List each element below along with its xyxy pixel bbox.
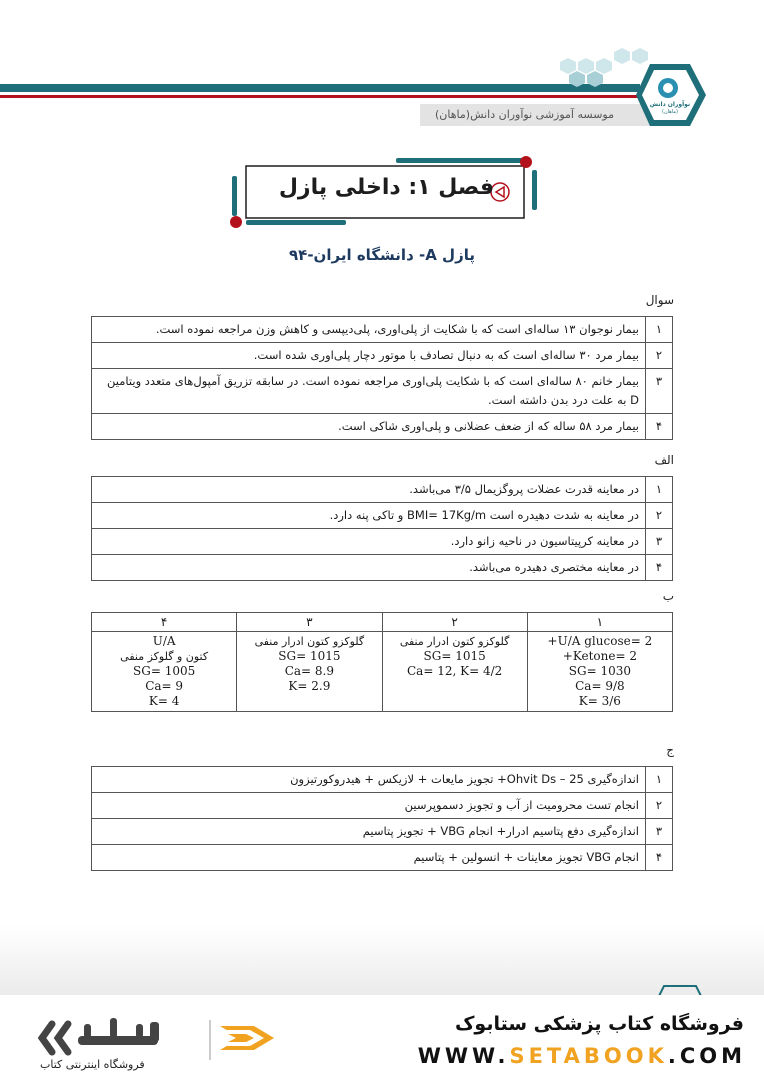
questions-label: سوال — [645, 293, 674, 307]
table-row: ۱ در معاینه قدرت عضلات پروگزیمال ۳/۵ می‌باشد. — [92, 477, 673, 503]
footer-title: فروشگاه کتاب پزشکی ستابوک — [454, 1013, 744, 1035]
institute-name: موسسه آموزشی نوآوران دانش(ماهان) — [435, 108, 614, 121]
table-row: ۴ انجام VBG تجویز معاینات + انسولین + پتاسیم — [92, 845, 673, 871]
setabook-logo — [38, 1018, 298, 1062]
table-row: ۴ بیمار مرد ۵۸ ساله که از ضعف عضلانی و پلی‌اوری شاکی است. — [92, 414, 673, 440]
alef-label: الف — [654, 453, 674, 467]
footer-url: WWW.SETABOOK.COM — [417, 1044, 746, 1068]
puzzle-subtitle: پازل A- دانشگاه ایران-۹۴ — [289, 246, 475, 264]
table-row: ۳ در معاینه کرپیتاسیون در ناحیه زانو دارد. — [92, 529, 673, 555]
logo-text: نوآوران دانش — [649, 101, 691, 108]
option-1: U/A glucose= 2+ Ketone= 2+ SG= 1030 Ca= 9/8 K= 3/6 — [527, 632, 672, 712]
table-row — [92, 632, 673, 712]
option-3: گلوکزو کتون ادرار منفی SG= 1015 Ca= 8.9 K= 2.9 — [237, 632, 382, 712]
table-header-row: ۱ ۲ ۳ ۴ — [92, 613, 673, 632]
logo-subtext: (ماهان) — [662, 109, 678, 115]
be-table — [91, 612, 673, 712]
option-4: U/A کتون و گلوکز منفی SG= 1005 Ca= 9 K= 4 — [92, 632, 237, 712]
table-row: ۳ اندازه‌گیری دفع پتاسیم ادرار+ انجام VBG + تجویز پتاسیم — [92, 819, 673, 845]
alef-table — [91, 476, 673, 581]
table-row: ۴ در معاینه مختصری دهیدره می‌باشد. — [92, 555, 673, 581]
option-2: گلوکزو کتون ادرار منفی SG= 1015 Ca= 12, K= 4/2 — [382, 632, 527, 712]
chapter-title — [279, 175, 494, 200]
table-row: ۳ بیمار خانم ۸۰ ساله‌ای است که با شکایت پلی‌اوری مراجعه نموده است. در سابقه تزریق آمپول‌های متعدد ویتامین D به علت درد بدن داشته است. — [92, 369, 673, 414]
table-row: ۲ در معاینه به شدت دهیدره است BMI= 17Kg/m و تاکی پنه دارد. — [92, 503, 673, 529]
logo-tagline: فروشگاه اینترنتی کتاب — [40, 1058, 145, 1071]
table-row: ۲ بیمار مرد ۳۰ ساله‌ای است که به دنبال تصادف با موتور دچار پلی‌اوری شده است. — [92, 343, 673, 369]
table-row: ۱ اندازه‌گیری Ohvit Ds – 25+ تجویز مایعات + لازیکس + هیدروکورتیزون — [92, 767, 673, 793]
jim-table — [91, 766, 673, 871]
chapter-name: داخلی پازل — [278, 175, 401, 200]
be-label: ب — [662, 589, 674, 603]
table-row: ۲ انجام تست محرومیت از آب و تجویز دسموپرسین — [92, 793, 673, 819]
questions-table — [91, 316, 673, 440]
chapter-label: فصل ۱: — [408, 175, 494, 200]
jim-label: ج — [666, 743, 674, 757]
table-row: ۱ بیمار نوجوان ۱۳ ساله‌ای است که با شکایت از پلی‌اوری، پلی‌دیپسی و کاهش وزن مراجعه نموده است. — [92, 317, 673, 343]
